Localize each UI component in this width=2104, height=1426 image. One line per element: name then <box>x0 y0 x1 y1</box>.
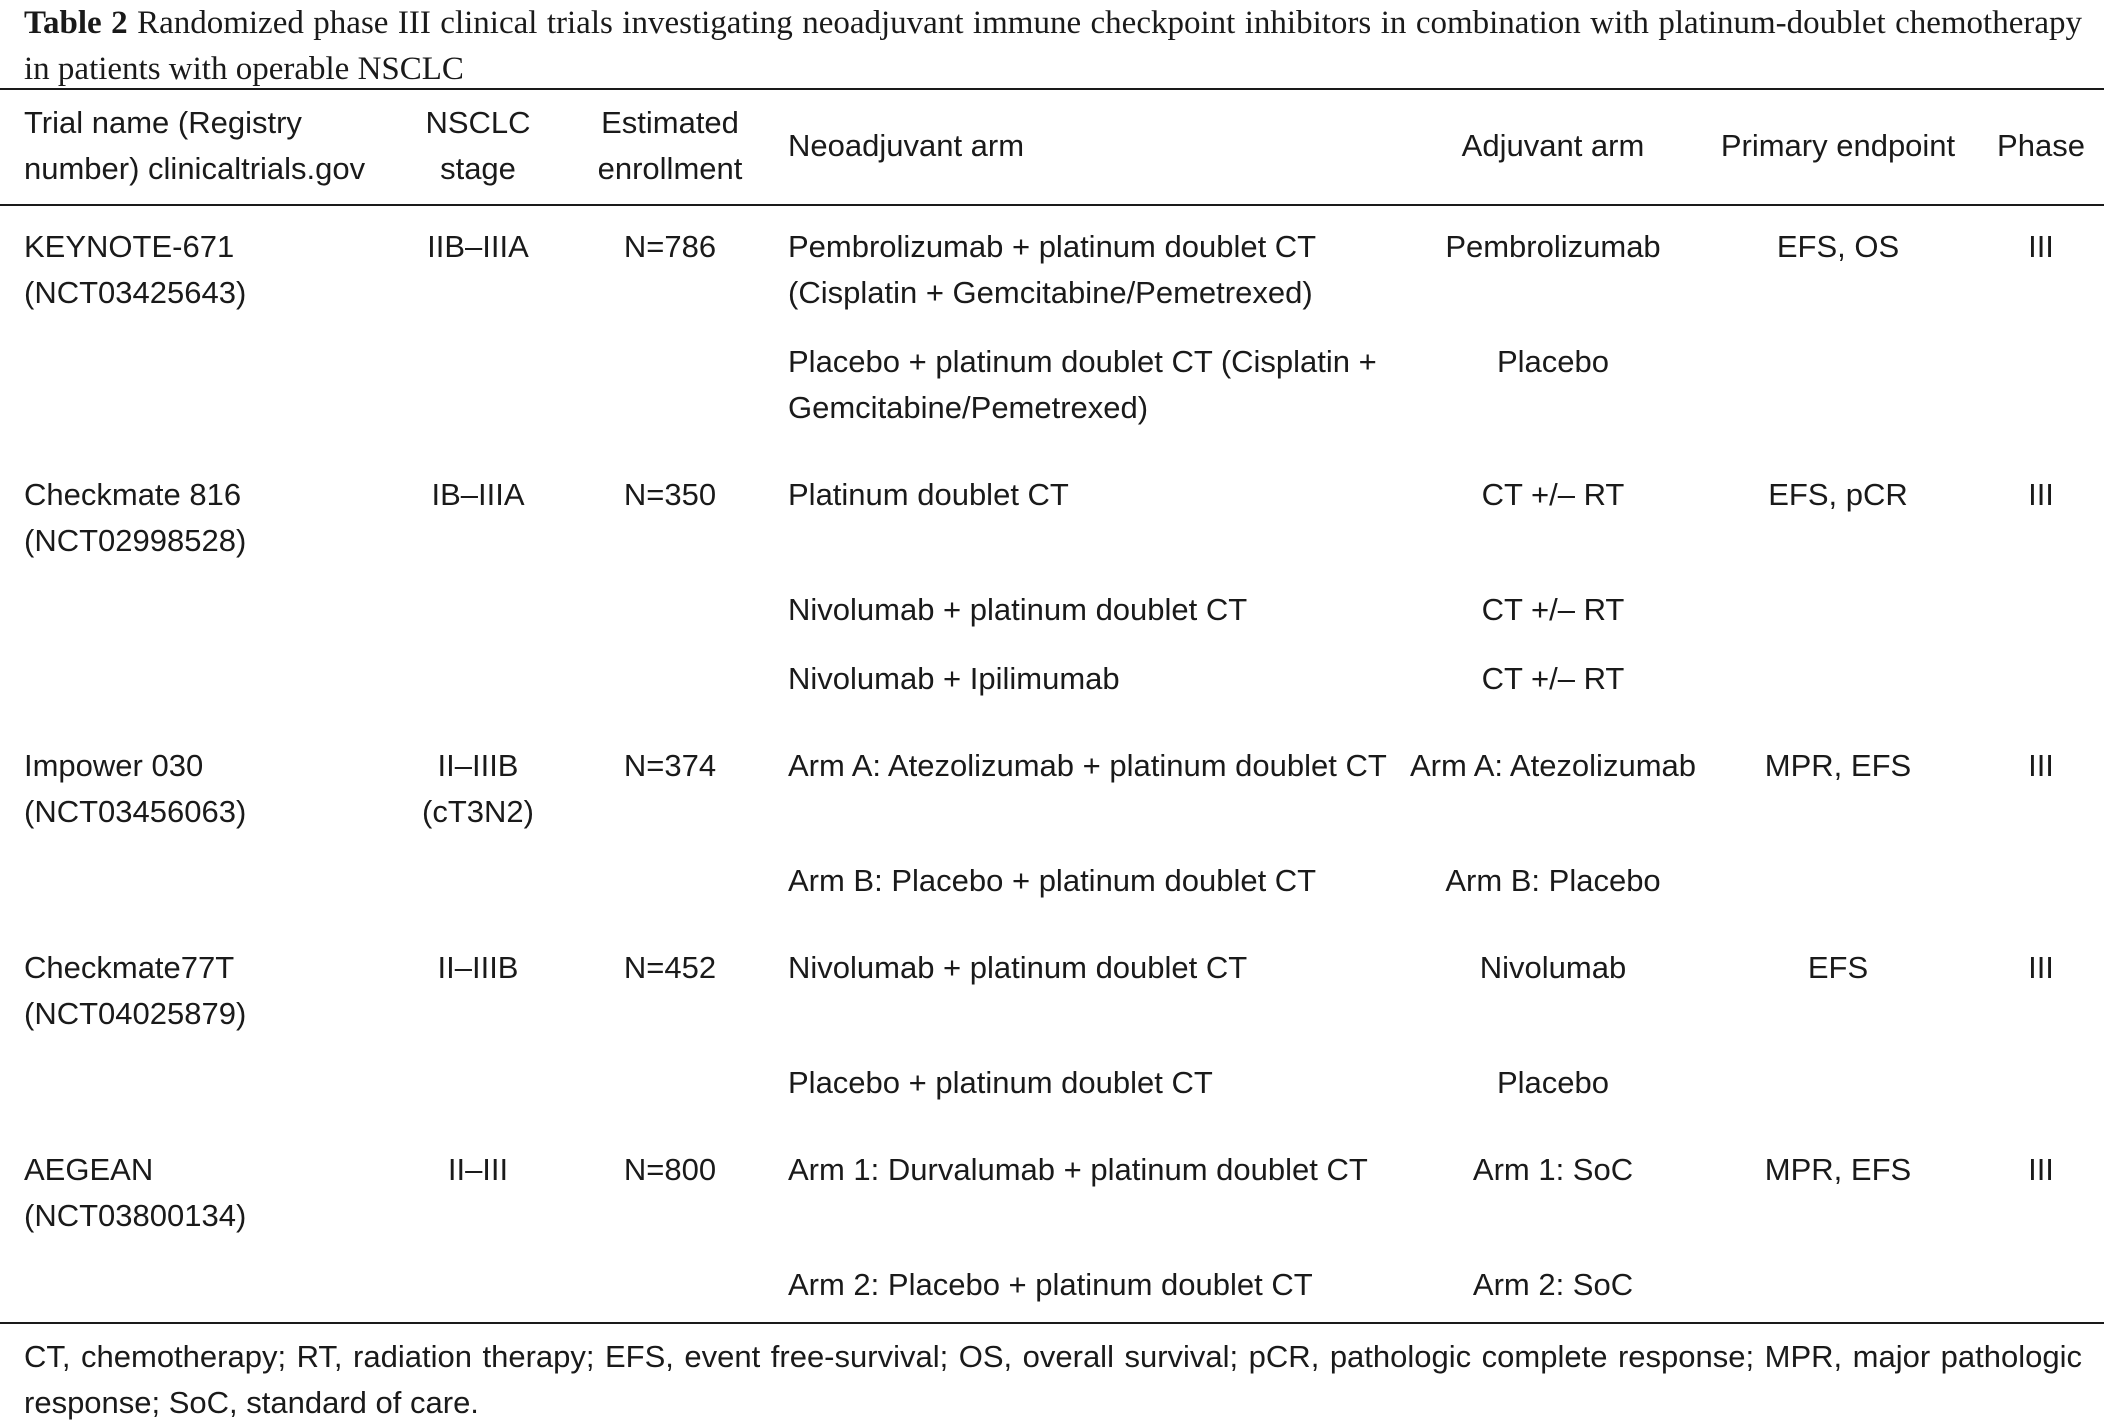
phase-cell <box>1978 1060 2104 1129</box>
table-row <box>0 205 2104 339</box>
enrollment-cell <box>570 1129 770 1262</box>
trial-name-cell <box>0 725 386 858</box>
primary-endpoint-cell <box>1698 339 1978 454</box>
phase-cell <box>1978 656 2104 725</box>
phase-cell <box>1978 205 2104 339</box>
primary-endpoint-cell <box>1698 656 1978 725</box>
trial-name-cell-text: (NCT03456063) <box>24 794 247 829</box>
enrollment-cell-text: N=800 <box>623 1152 717 1187</box>
stage-cell <box>386 725 570 858</box>
phase-cell <box>1978 927 2104 1060</box>
phase-cell <box>1978 587 2104 656</box>
trial-name-cell-text: (NCT03425643) <box>24 275 247 310</box>
adjuvant-arm-cell-text: Pembrolizumab <box>1445 229 1661 264</box>
primary-endpoint-cell <box>1698 454 1978 587</box>
table-row <box>0 587 2104 656</box>
neoadjuvant-arm-cell-text: Arm A: Atezolizumab + platinum doublet CT <box>788 748 1387 783</box>
neoadjuvant-arm-cell <box>770 205 1408 339</box>
stage-cell-text: (cT3N2) <box>422 794 534 829</box>
adjuvant-arm-cell <box>1408 587 1698 656</box>
primary-endpoint-cell <box>1698 858 1978 927</box>
neoadjuvant-arm-cell <box>770 858 1408 927</box>
table-row <box>0 1060 2104 1129</box>
table-row <box>0 339 2104 454</box>
enrollment-cell-text: N=452 <box>623 950 717 985</box>
phase-cell-text: III <box>2028 748 2054 783</box>
enrollment-cell-text: N=786 <box>623 229 717 264</box>
adjuvant-arm-cell-text: CT +/– RT <box>1481 592 1625 627</box>
table-row <box>0 725 2104 858</box>
neoadjuvant-arm-cell <box>770 1262 1408 1322</box>
adjuvant-arm-cell <box>1408 725 1698 858</box>
primary-endpoint-cell-text: EFS <box>1807 950 1869 985</box>
table-title: Randomized phase III clinical trials investigating neoadjuvant immune checkpoint inhibitors in combination with platinum-doublet chemotherapy in patients with operable NSCLC <box>24 5 2083 87</box>
neoadjuvant-arm-cell-text: Pembrolizumab + platinum doublet CT (Cisplatin + Gemcitabine/Pemetrexed) <box>788 229 1316 310</box>
neoadjuvant-arm-cell-text: Arm B: Placebo + platinum doublet CT <box>788 863 1317 898</box>
table-row <box>0 858 2104 927</box>
primary-endpoint-cell <box>1698 1129 1978 1262</box>
adjuvant-arm-cell <box>1408 339 1698 454</box>
primary-endpoint-cell-text: EFS, pCR <box>1768 477 1908 512</box>
phase-cell <box>1978 339 2104 454</box>
enrollment-cell <box>570 1262 770 1322</box>
trial-name-cell <box>0 1060 386 1129</box>
table-body <box>0 205 2104 1322</box>
adjuvant-arm-cell-text: Arm B: Placebo <box>1445 863 1661 898</box>
table-footnote: CT, chemotherapy; RT, radiation therapy; EFS, event free-survival; OS, overall survival; pCR, pathologic complete response; MPR, major pathologic response; SoC, standard of care. <box>0 1322 2104 1426</box>
enrollment-cell <box>570 927 770 1060</box>
neoadjuvant-arm-cell <box>770 454 1408 587</box>
phase-cell <box>1978 1129 2104 1262</box>
stage-cell-text: IB–IIIA <box>431 477 525 512</box>
trial-name-cell-text: Checkmate77T <box>24 950 235 985</box>
header-primary-endpoint: Primary endpoint <box>1698 89 1978 205</box>
adjuvant-arm-cell-text: Placebo <box>1496 344 1610 379</box>
table-row <box>0 1129 2104 1262</box>
stage-cell <box>386 587 570 656</box>
table-row <box>0 656 2104 725</box>
trial-name-cell <box>0 454 386 587</box>
stage-cell <box>386 205 570 339</box>
primary-endpoint-cell <box>1698 587 1978 656</box>
header-trial-name: Trial name (Registry number) clinicaltrials.gov <box>0 89 386 205</box>
neoadjuvant-arm-cell-text: Placebo + platinum doublet CT (Cisplatin + Gemcitabine/Pemetrexed) <box>788 344 1377 425</box>
adjuvant-arm-cell <box>1408 454 1698 587</box>
trial-name-cell <box>0 1129 386 1262</box>
header-stage: NSCLC stage <box>386 89 570 205</box>
stage-cell-text: IIB–IIIA <box>427 229 529 264</box>
enrollment-cell-text: N=374 <box>623 748 717 783</box>
primary-endpoint-cell <box>1698 927 1978 1060</box>
stage-cell <box>386 656 570 725</box>
adjuvant-arm-cell <box>1408 656 1698 725</box>
neoadjuvant-arm-cell <box>770 656 1408 725</box>
trial-name-cell-text: Checkmate 816 <box>24 477 242 512</box>
phase-cell-text: III <box>2028 229 2054 264</box>
table-row <box>0 927 2104 1060</box>
adjuvant-arm-cell-text: Placebo <box>1496 1065 1610 1100</box>
phase-cell <box>1978 454 2104 587</box>
phase-cell-text: III <box>2028 950 2054 985</box>
trial-name-cell-text: (NCT02998528) <box>24 523 247 558</box>
enrollment-cell <box>570 858 770 927</box>
neoadjuvant-arm-cell-text: Nivolumab + platinum doublet CT <box>788 592 1248 627</box>
neoadjuvant-arm-cell <box>770 339 1408 454</box>
neoadjuvant-arm-cell-text: Placebo + platinum doublet CT <box>788 1065 1213 1100</box>
phase-cell <box>1978 858 2104 927</box>
stage-cell-text: II–IIIB <box>437 950 519 985</box>
adjuvant-arm-cell <box>1408 1129 1698 1262</box>
phase-cell-text: III <box>2028 477 2054 512</box>
header-neoadjuvant-arm: Neoadjuvant arm <box>770 89 1408 205</box>
adjuvant-arm-cell-text: CT +/– RT <box>1481 477 1625 512</box>
trial-name-cell-text: (NCT03800134) <box>24 1198 247 1233</box>
trial-name-cell <box>0 205 386 339</box>
primary-endpoint-cell <box>1698 205 1978 339</box>
trial-name-cell <box>0 1262 386 1322</box>
neoadjuvant-arm-cell-text: Nivolumab + Ipilimumab <box>788 661 1120 696</box>
stage-cell <box>386 1129 570 1262</box>
enrollment-cell <box>570 656 770 725</box>
enrollment-cell <box>570 587 770 656</box>
enrollment-cell <box>570 725 770 858</box>
trial-name-cell-text: AEGEAN <box>24 1152 154 1187</box>
adjuvant-arm-cell-text: Arm 1: SoC <box>1472 1152 1634 1187</box>
trial-name-cell-text: (NCT04025879) <box>24 996 247 1031</box>
phase-cell-text: III <box>2028 1152 2054 1187</box>
phase-cell <box>1978 1262 2104 1322</box>
adjuvant-arm-cell <box>1408 1262 1698 1322</box>
primary-endpoint-cell <box>1698 1262 1978 1322</box>
trials-table <box>0 88 2104 1322</box>
adjuvant-arm-cell-text: Arm A: Atezolizumab <box>1409 748 1696 783</box>
table-caption <box>0 0 2104 88</box>
enrollment-cell <box>570 205 770 339</box>
trial-name-cell <box>0 339 386 454</box>
header-adjuvant-arm: Adjuvant arm <box>1408 89 1698 205</box>
table-header <box>0 89 2104 205</box>
adjuvant-arm-cell <box>1408 858 1698 927</box>
neoadjuvant-arm-cell-text: Nivolumab + platinum doublet CT <box>788 950 1248 985</box>
neoadjuvant-arm-cell <box>770 725 1408 858</box>
neoadjuvant-arm-cell-text: Platinum doublet CT <box>788 477 1069 512</box>
enrollment-cell-text: N=350 <box>623 477 717 512</box>
enrollment-cell <box>570 454 770 587</box>
table-row <box>0 454 2104 587</box>
stage-cell <box>386 454 570 587</box>
trial-name-cell <box>0 927 386 1060</box>
header-enrollment: Estimated enrollment <box>570 89 770 205</box>
adjuvant-arm-cell <box>1408 205 1698 339</box>
neoadjuvant-arm-cell <box>770 587 1408 656</box>
primary-endpoint-cell-text: EFS, OS <box>1776 229 1900 264</box>
neoadjuvant-arm-cell-text: Arm 1: Durvalumab + platinum doublet CT <box>788 1152 1368 1187</box>
enrollment-cell <box>570 1060 770 1129</box>
table-row <box>0 1262 2104 1322</box>
stage-cell <box>386 1060 570 1129</box>
trial-name-cell <box>0 858 386 927</box>
adjuvant-arm-cell-text: CT +/– RT <box>1481 661 1625 696</box>
adjuvant-arm-cell <box>1408 1060 1698 1129</box>
stage-cell <box>386 339 570 454</box>
neoadjuvant-arm-cell <box>770 927 1408 1060</box>
adjuvant-arm-cell-text: Arm 2: SoC <box>1472 1267 1634 1302</box>
phase-cell <box>1978 725 2104 858</box>
primary-endpoint-cell <box>1698 1060 1978 1129</box>
trial-name-cell <box>0 656 386 725</box>
table-label: Table 2 <box>24 5 128 41</box>
stage-cell <box>386 1262 570 1322</box>
primary-endpoint-cell-text: MPR, EFS <box>1764 748 1912 783</box>
adjuvant-arm-cell <box>1408 927 1698 1060</box>
stage-cell-text: II–IIIB <box>437 748 519 783</box>
trial-name-cell <box>0 587 386 656</box>
primary-endpoint-cell-text: MPR, EFS <box>1764 1152 1912 1187</box>
stage-cell-text: II–III <box>447 1152 509 1187</box>
enrollment-cell <box>570 339 770 454</box>
neoadjuvant-arm-cell-text: Arm 2: Placebo + platinum doublet CT <box>788 1267 1313 1302</box>
neoadjuvant-arm-cell <box>770 1060 1408 1129</box>
neoadjuvant-arm-cell <box>770 1129 1408 1262</box>
stage-cell <box>386 927 570 1060</box>
primary-endpoint-cell <box>1698 725 1978 858</box>
trial-name-cell-text: Impower 030 <box>24 748 204 783</box>
adjuvant-arm-cell-text: Nivolumab <box>1479 950 1627 985</box>
trial-name-cell-text: KEYNOTE-671 <box>24 229 235 264</box>
header-phase: Phase <box>1978 89 2104 205</box>
stage-cell <box>386 858 570 927</box>
